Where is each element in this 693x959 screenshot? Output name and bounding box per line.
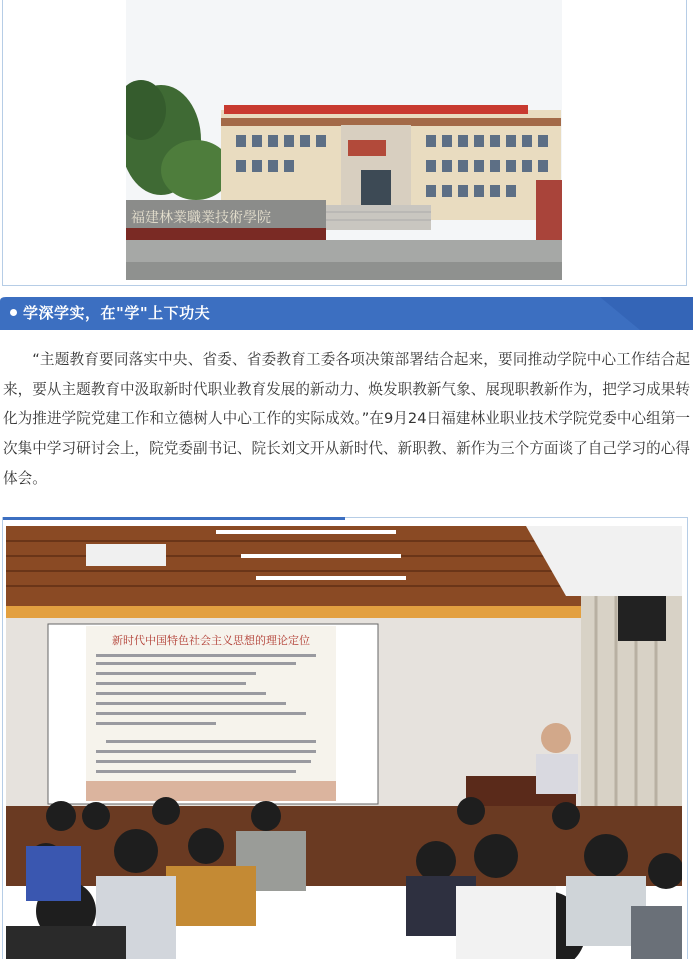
frame-accent-line (3, 517, 345, 520)
slide-title: 新时代中国特色社会主义思想的理论定位 (112, 634, 310, 647)
signboard-text: 福建林業職業技術學院 (131, 210, 271, 226)
article-paragraph: “主题教育要同落实中央、省委、省委教育工委各项决策部署结合起来，要同推动学院中心工作结合起来，要从主题教育中汲取新时代职业教育发展的新动力、焕发职教新气象、展现职教新作为，把学习成果转化为推进学院党建工作和立德树人中心工作的实际成效。”在9月24日福建林业职业技术学院党委中心组第一次集中学习研讨会上，院党委副书记、院长刘文开从新时代、新职教、新作为三个方面谈了自己学习的心得体会。 (3, 351, 690, 487)
meeting-photo (6, 526, 682, 959)
bullet-dot-icon (10, 309, 17, 316)
section-title-text: 学深学实，在"学"上下功夫 (23, 304, 211, 322)
campus-building-photo (126, 0, 562, 280)
section-title (10, 302, 210, 324)
section-header-banner (0, 297, 693, 330)
